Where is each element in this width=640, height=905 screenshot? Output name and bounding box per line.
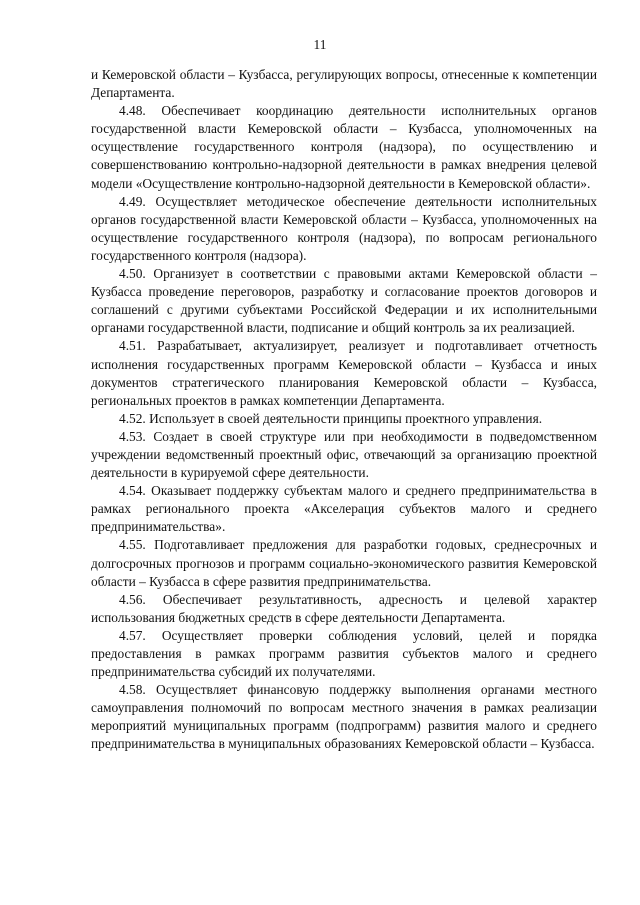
- paragraph-4-54: 4.54. Оказывает поддержку субъектам малого и среднего предпринимательства в рамках регионального проекта «Акселерация субъектов малого и среднего предпринимательства».: [91, 483, 597, 535]
- document-body: [91, 66, 597, 754]
- paragraph-4-50: 4.50. Организует в соответствии с правовыми актами Кемеровской области – Кузбасса проведение переговоров, разработку и согласование проектов договоров и соглашений с другими субъектами Российской Федерации и их исполнительными органами государственной власти, подписание и общий контроль за их реализацией.: [91, 266, 597, 336]
- paragraph-4-55: 4.55. Подготавливает предложения для разработки годовых, среднесрочных и долгосрочных прогнозов и программ социально-экономического развития Кемеровской области – Кузбасса в сфере развития предпринимательства.: [91, 537, 597, 589]
- paragraph-4-51: 4.51. Разрабатывает, актуализирует, реализует и подготавливает отчетность исполнения государственных программ Кемеровской области – Кузбасса и иных документов стратегического планирования Кемеровской области – Кузбасса, региональных проектов в рамках компетенции Департамента.: [91, 338, 597, 408]
- paragraph-4-58: 4.58. Осуществляет финансовую поддержку выполнения органами местного самоуправления полномочий по вопросам местного значения в рамках реализации мероприятий муниципальных программ (подпрограмм) развития малого и среднего предпринимательства в муниципальных образованиях Кемеровской области – Кузбасса.: [91, 682, 597, 752]
- paragraph-continuation: и Кемеровской области – Кузбасса, регулирующих вопросы, отнесенные к компетенции Департамента.: [91, 67, 597, 101]
- paragraph-4-48: 4.48. Обеспечивает координацию деятельности исполнительных органов государственной власти Кемеровской области – Кузбасса, уполномоченных на осуществление государственного контроля (надзора), по осуществлению и совершенствованию контрольно-надзорной деятельности в рамках внедрения целевой модели «Осуществление контрольно-надзорной деятельности в Кемеровской области».: [91, 103, 597, 191]
- paragraph-4-52: 4.52. Использует в своей деятельности принципы проектного управления.: [119, 410, 543, 426]
- paragraph-4-56: 4.56. Обеспечивает результативность, адресность и целевой характер использования бюджетных средств в сфере деятельности Департамента.: [91, 591, 597, 625]
- paragraph-4-49: 4.49. Осуществляет методическое обеспечение деятельности исполнительных органов государственной власти Кемеровской области – Кузбасса, уполномоченных на осуществление государственного контроля (надзора), по вопросам регионального государственного контроля (надзора).: [91, 193, 597, 263]
- paragraph-4-53: 4.53. Создает в своей структуре или при необходимости в подведомственном учреждении ведомственный проектный офис, отвечающий за организацию проектной деятельности в курируемой сфере деятельности.: [91, 428, 597, 481]
- paragraph-4-57: 4.57. Осуществляет проверки соблюдения условий, целей и порядка предоставления в рамках программ развития субъектов малого и среднего предпринимательства субсидий их получателями.: [91, 627, 597, 680]
- page-number: 11: [313, 37, 327, 52]
